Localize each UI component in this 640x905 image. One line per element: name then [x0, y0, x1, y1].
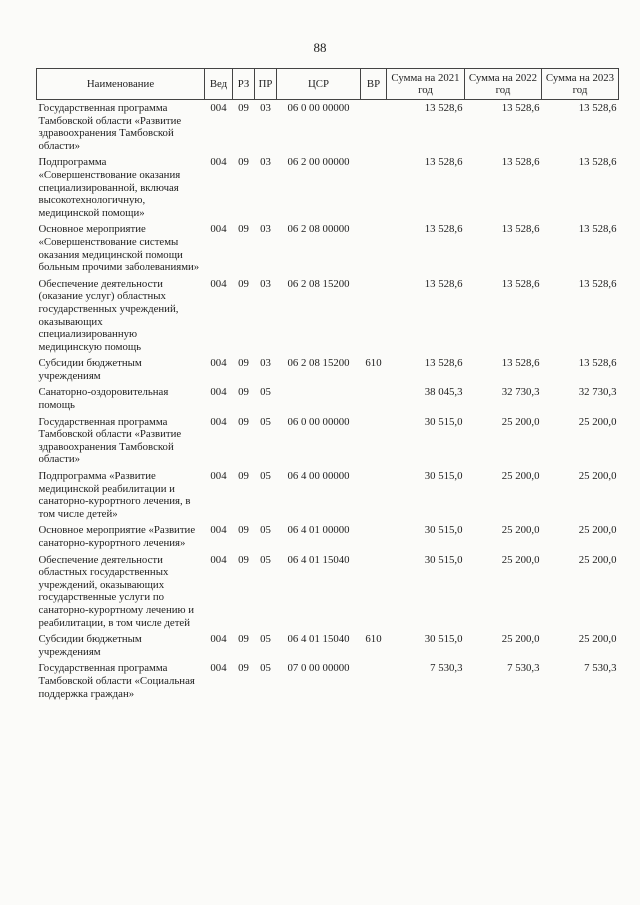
row-pr: 03	[260, 102, 271, 114]
row-name: Государственная программа Тамбовской области «Развитие здравоохранения Тамбовской области»	[38, 102, 182, 152]
table-row	[37, 470, 619, 524]
header-sum-2022: Сумма на 2022 год	[465, 69, 542, 100]
row-name: Субсидии бюджетным учреждениям	[38, 357, 142, 382]
row-ved: 004	[210, 386, 227, 399]
row-sum-2022: 13 528,6	[501, 357, 540, 370]
row-rz: 09	[238, 386, 249, 399]
table-row	[37, 416, 619, 470]
row-csr: 06 2 08 00000	[287, 223, 350, 236]
row-vr	[361, 156, 387, 223]
header-sum-2021: Сумма на 2021 год	[387, 69, 465, 100]
row-sum-2023: 13 528,6	[578, 223, 617, 236]
row-vr: 610	[365, 633, 382, 646]
row-csr: 06 2 00 00000	[287, 156, 350, 169]
table-row	[37, 100, 619, 157]
header-row	[37, 69, 619, 100]
row-ved: 004	[210, 470, 227, 483]
row-sum-2022: 13 528,6	[501, 223, 540, 236]
row-name: Подпрограмма «Совершенствование оказания специализированной, включая высокотехнологичную, медицинской помощи»	[38, 156, 181, 219]
row-sum-2021: 30 515,0	[424, 524, 463, 537]
row-vr	[361, 524, 387, 553]
row-sum-2021: 30 515,0	[424, 415, 463, 428]
row-name: Основное мероприятие «Совершенствование системы оказания медицинской помощи больным прочими заболеваниями»	[38, 223, 200, 274]
page-number: 88	[313, 40, 327, 55]
row-csr: 06 4 01 15040	[287, 633, 350, 646]
row-sum-2022: 25 200,0	[501, 633, 540, 646]
row-csr: 06 4 01 15040	[287, 553, 350, 566]
table-row	[37, 156, 619, 223]
row-csr: 07 0 00 00000	[287, 662, 350, 675]
row-pr: 05	[260, 386, 271, 399]
row-csr: 06 2 08 15200	[287, 277, 350, 290]
row-rz: 09	[238, 277, 249, 290]
row-sum-2022: 25 200,0	[501, 415, 540, 428]
row-rz: 09	[238, 223, 249, 236]
row-sum-2021: 7 530,3	[430, 662, 463, 675]
row-ved: 004	[210, 662, 227, 675]
row-csr: 06 2 08 15200	[287, 357, 350, 370]
row-rz: 09	[238, 633, 249, 646]
row-name: Основное мероприятие «Развитие санаторно-курортного лечения»	[38, 524, 196, 549]
row-vr	[361, 223, 387, 277]
row-vr	[361, 100, 387, 157]
row-sum-2021: 13 528,6	[424, 223, 463, 236]
row-sum-2021: 13 528,6	[424, 357, 463, 370]
header-csr: ЦСР	[277, 69, 361, 100]
row-sum-2023: 25 200,0	[578, 415, 617, 428]
row-pr: 05	[260, 553, 271, 566]
row-csr: 06 4 01 00000	[287, 524, 350, 537]
row-pr: 03	[260, 223, 271, 236]
row-csr: 06 4 00 00000	[287, 470, 350, 483]
row-sum-2022: 13 528,6	[501, 102, 540, 114]
row-vr	[361, 278, 387, 358]
row-name: Обеспечение деятельности (оказание услуг) областных государственных учреждений, оказывающих специализированную медицинскую помощь	[38, 277, 179, 353]
row-rz: 09	[238, 357, 249, 370]
table-row	[37, 357, 619, 386]
row-name: Субсидии бюджетным учреждениям	[38, 633, 142, 658]
row-pr: 03	[260, 277, 271, 290]
row-rz: 09	[238, 470, 249, 483]
row-ved: 004	[210, 277, 227, 290]
row-ved: 004	[210, 156, 227, 169]
row-vr: 610	[365, 357, 382, 370]
row-sum-2023: 7 530,3	[584, 662, 617, 675]
row-sum-2023: 13 528,6	[578, 102, 617, 114]
header-ved: Вед	[205, 69, 233, 100]
row-rz: 09	[238, 156, 249, 169]
row-name: Санаторно-оздоровительная помощь	[38, 386, 169, 412]
row-pr: 05	[260, 662, 271, 675]
row-rz: 09	[238, 415, 249, 428]
row-sum-2022: 13 528,6	[501, 277, 540, 290]
row-sum-2023: 13 528,6	[578, 156, 617, 169]
row-sum-2022: 25 200,0	[501, 470, 540, 483]
row-sum-2021: 30 515,0	[424, 633, 463, 646]
budget-table	[36, 68, 619, 704]
row-sum-2021: 30 515,0	[424, 470, 463, 483]
row-vr	[361, 386, 387, 415]
row-sum-2022: 7 530,3	[507, 662, 540, 675]
row-vr	[361, 470, 387, 524]
row-sum-2022: 25 200,0	[501, 524, 540, 537]
row-pr: 05	[260, 470, 271, 483]
row-ved: 004	[210, 524, 227, 537]
row-sum-2023: 13 528,6	[578, 277, 617, 290]
table-row	[37, 223, 619, 277]
row-vr	[361, 662, 387, 704]
header-vr: ВР	[361, 69, 387, 100]
row-ved: 004	[210, 223, 227, 236]
row-rz: 09	[238, 662, 249, 675]
row-rz: 09	[238, 524, 249, 537]
row-ved: 004	[210, 633, 227, 646]
row-csr: 06 0 00 00000	[287, 415, 350, 428]
row-sum-2021: 38 045,3	[424, 386, 463, 399]
row-sum-2021: 13 528,6	[424, 156, 463, 169]
row-rz: 09	[238, 553, 249, 566]
table-row	[37, 386, 619, 415]
row-sum-2021: 13 528,6	[424, 277, 463, 290]
row-sum-2022: 13 528,6	[501, 156, 540, 169]
header-rz: РЗ	[233, 69, 255, 100]
table-row	[37, 524, 619, 553]
row-sum-2023: 25 200,0	[578, 470, 617, 483]
row-rz: 09	[238, 102, 249, 114]
row-ved: 004	[210, 102, 227, 114]
row-sum-2021: 30 515,0	[424, 553, 463, 566]
row-ved: 004	[210, 553, 227, 566]
row-csr: 06 0 00 00000	[287, 102, 350, 114]
row-name: Государственная программа Тамбовской области «Социальная поддержка граждан»	[38, 662, 195, 700]
table-row	[37, 633, 619, 662]
row-sum-2023: 25 200,0	[578, 553, 617, 566]
header-sum-2023: Сумма на 2023 год	[542, 69, 619, 100]
header-name: Наименование	[37, 69, 205, 100]
row-ved: 004	[210, 357, 227, 370]
table-row	[37, 554, 619, 634]
table-row	[37, 278, 619, 358]
row-pr: 03	[260, 357, 271, 370]
row-csr	[277, 386, 361, 415]
row-sum-2023: 32 730,3	[578, 386, 617, 399]
row-sum-2021: 13 528,6	[424, 102, 463, 114]
row-name: Обеспечение деятельности областных государственных учреждений, оказывающих государственные услуги по санаторно-курортному лечению и реабилитации, в том числе детей	[38, 553, 195, 629]
row-pr: 05	[260, 524, 271, 537]
table-row	[37, 662, 619, 704]
row-sum-2023: 13 528,6	[578, 357, 617, 370]
row-pr: 05	[260, 415, 271, 428]
row-name: Подпрограмма «Развитие медицинской реабилитации и санаторно-курортного лечения, в том числе детей»	[38, 470, 191, 520]
row-pr: 03	[260, 156, 271, 169]
row-sum-2022: 32 730,3	[501, 386, 540, 399]
row-sum-2022: 25 200,0	[501, 553, 540, 566]
row-vr	[361, 416, 387, 470]
row-ved: 004	[210, 415, 227, 428]
row-vr	[361, 554, 387, 634]
header-pr: ПР	[255, 69, 277, 100]
row-sum-2023: 25 200,0	[578, 633, 617, 646]
row-pr: 05	[260, 633, 271, 646]
row-sum-2023: 25 200,0	[578, 524, 617, 537]
row-name: Государственная программа Тамбовской области «Развитие здравоохранения Тамбовской области»	[38, 415, 182, 466]
